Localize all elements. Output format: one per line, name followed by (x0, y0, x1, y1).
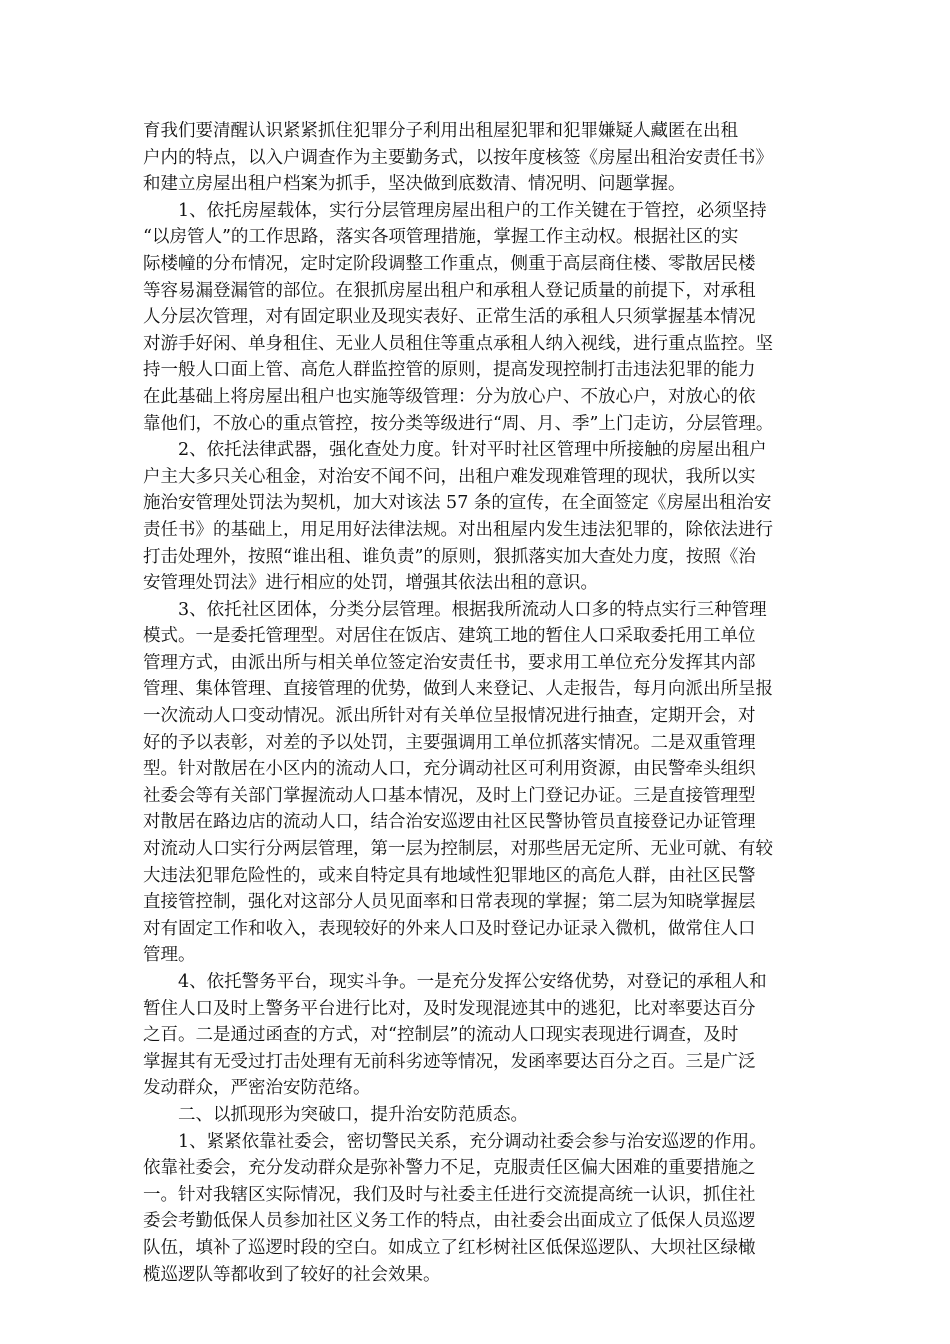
text-line: 掌握其有无受过打击处理有无前科劣迹等情况，发函率要达百分之百。三是广泛 (143, 1051, 756, 1072)
text-line: 安管理处罚法》进行相应的处罚，增强其依法出租的意识。 (143, 573, 598, 594)
text-line: 对散居在路边店的流动人口，结合治安巡逻由社区民警协管员直接登记办证管理 (143, 812, 756, 833)
text-line: 对游手好闲、单身租住、无业人员租住等重点承租人纳入视线，进行重点监控。坚 (143, 333, 773, 354)
text-line: 直接管控制，强化对这部分人员见面率和日常表现的掌握；第二层为知晓掌握层 (143, 892, 756, 913)
text-line: 对流动人口实行分两层管理，第一层为控制层，对那些居无定所、无业可就、有较 (143, 839, 773, 860)
text-line: 好的予以表彰，对差的予以处罚，主要强调用工单位抓落实情况。二是双重管理 (143, 732, 756, 753)
text-line: 2、依托法律武器，强化查处力度。针对平时社区管理中所接触的房屋出租户 (178, 440, 767, 461)
text-line: 一。针对我辖区实际情况，我们及时与社委主任进行交流提高统一认识，抓住社 (143, 1184, 756, 1205)
document-body (143, 118, 808, 1288)
text-line: 3、依托社区团体，分类分层管理。根据我所流动人口多的特点实行三种管理 (178, 599, 767, 620)
text-line: 1、紧紧依靠社委会，密切警民关系，充分调动社委会参与治安巡逻的作用。 (178, 1131, 767, 1152)
text-line: 发动群众，严密治安防范络。 (143, 1078, 371, 1099)
text-line: “以房管人”的工作思路，落实各项管理措施，掌握工作主动权。根据社区的实 (143, 227, 739, 248)
text-line: 4、依托警务平台，现实斗争。一是充分发挥公安络优势，对登记的承租人和 (178, 972, 767, 992)
text-line: 际楼幢的分布情况，定时定阶段调整工作重点，侧重于高层商住楼、零散居民楼 (143, 253, 756, 274)
text-line: 二、以抓现形为突破口，提升治安防范质态。 (178, 1104, 528, 1125)
text-line: 户主大多只关心租金，对治安不闻不问，出租户难发现难管理的现状，我所以实 (143, 466, 756, 487)
text-line: 打击处理外，按照“谁出租、谁负责”的原则，狠抓落实加大查处力度，按照《治 (143, 546, 756, 567)
text-line: 管理、集体管理、直接管理的优势，做到人来登记、人走报告，每月向派出所呈报 (143, 679, 773, 700)
text-line: 模式。一是委托管理型。对居住在饭店、建筑工地的暂住人口采取委托用工单位 (143, 626, 756, 647)
text-line: 等容易漏登漏管的部位。在狠抓房屋出租户和承租人登记质量的前提下，对承租 (143, 280, 756, 301)
text-line: 依靠社委会，充分发动群众是弥补警力不足，克服责任区偏大困难的重要措施之 (143, 1158, 756, 1179)
text-line: 1、依托房屋载体，实行分层管理房屋出租户的工作关键在于管控，必须坚持 (178, 200, 767, 221)
text-line: 队伍，填补了巡逻时段的空白。如成立了红杉树社区低保巡逻队、大坝社区绿橄 (143, 1237, 756, 1258)
text-line: 委会考勤低保人员参加社区义务工作的特点，由社委会出面成立了低保人员巡逻 (143, 1211, 756, 1232)
text-line: 户内的特点，以入户调查作为主要勤务式，以按年度核签《房屋出租治安责任书》 (143, 147, 773, 168)
text-line: 育我们要清醒认识紧紧抓住犯罪分子利用出租屋犯罪和犯罪嫌疑人藏匿在出租 (143, 121, 738, 141)
text-line: 持一般人口面上管、高危人群监控管的原则，提高发现控制打击违法犯罪的能力 (143, 360, 756, 381)
text-line: 社委会等有关部门掌握流动人口基本情况，及时上门登记办证。三是直接管理型 (143, 785, 756, 806)
text-line: 管理方式，由派出所与相关单位签定治安责任书，要求用工单位充分发挥其内部 (143, 652, 756, 673)
text-line: 施治安管理处罚法为契机，加大对该法 57 条的宣传，在全面签定《房屋出租治安 (143, 493, 772, 514)
text-line: 之百。二是通过函查的方式，对“控制层”的流动人口现实表现进行调查，及时 (143, 1025, 739, 1046)
text-line: 对有固定工作和收入，表现较好的外来人口及时登记办证录入微机，做常住人口 (143, 918, 756, 939)
text-line: 靠他们，不放心的重点管控，按分类等级进行“周、月、季”上门走访，分层管理。 (143, 413, 774, 434)
text-line: 在此基础上将房屋出租户也实施等级管理：分为放心户、不放心户，对放心的依 (143, 386, 756, 407)
text-line: 暂住人口及时上警务平台进行比对，及时发现混迹其中的逃犯，比对率要达百分 (143, 998, 756, 1019)
text-line: 大违法犯罪危险性的，或来自特定具有地域性犯罪地区的高危人群，由社区民警 (143, 865, 756, 886)
text-line: 责任书》的基础上，用足用好法律法规。对出租屋内发生违法犯罪的，除依法进行 (143, 519, 773, 540)
text-line: 和建立房屋出租户档案为抓手，坚决做到底数清、情况明、问题掌握。 (143, 174, 686, 195)
text-line: 型。针对散居在小区内的流动人口，充分调动社区可利用资源，由民警牵头组织 (143, 759, 756, 780)
text-line: 人分层次管理，对有固定职业及现实表好、正常生活的承租人只须掌握基本情况 (143, 307, 756, 328)
text-line: 一次流动人口变动情况。派出所针对有关单位呈报情况进行抽查，定期开会，对 (143, 706, 756, 727)
text-line: 榄巡逻队等都收到了较好的社会效果。 (143, 1264, 441, 1285)
text-line: 管理。 (143, 945, 196, 966)
